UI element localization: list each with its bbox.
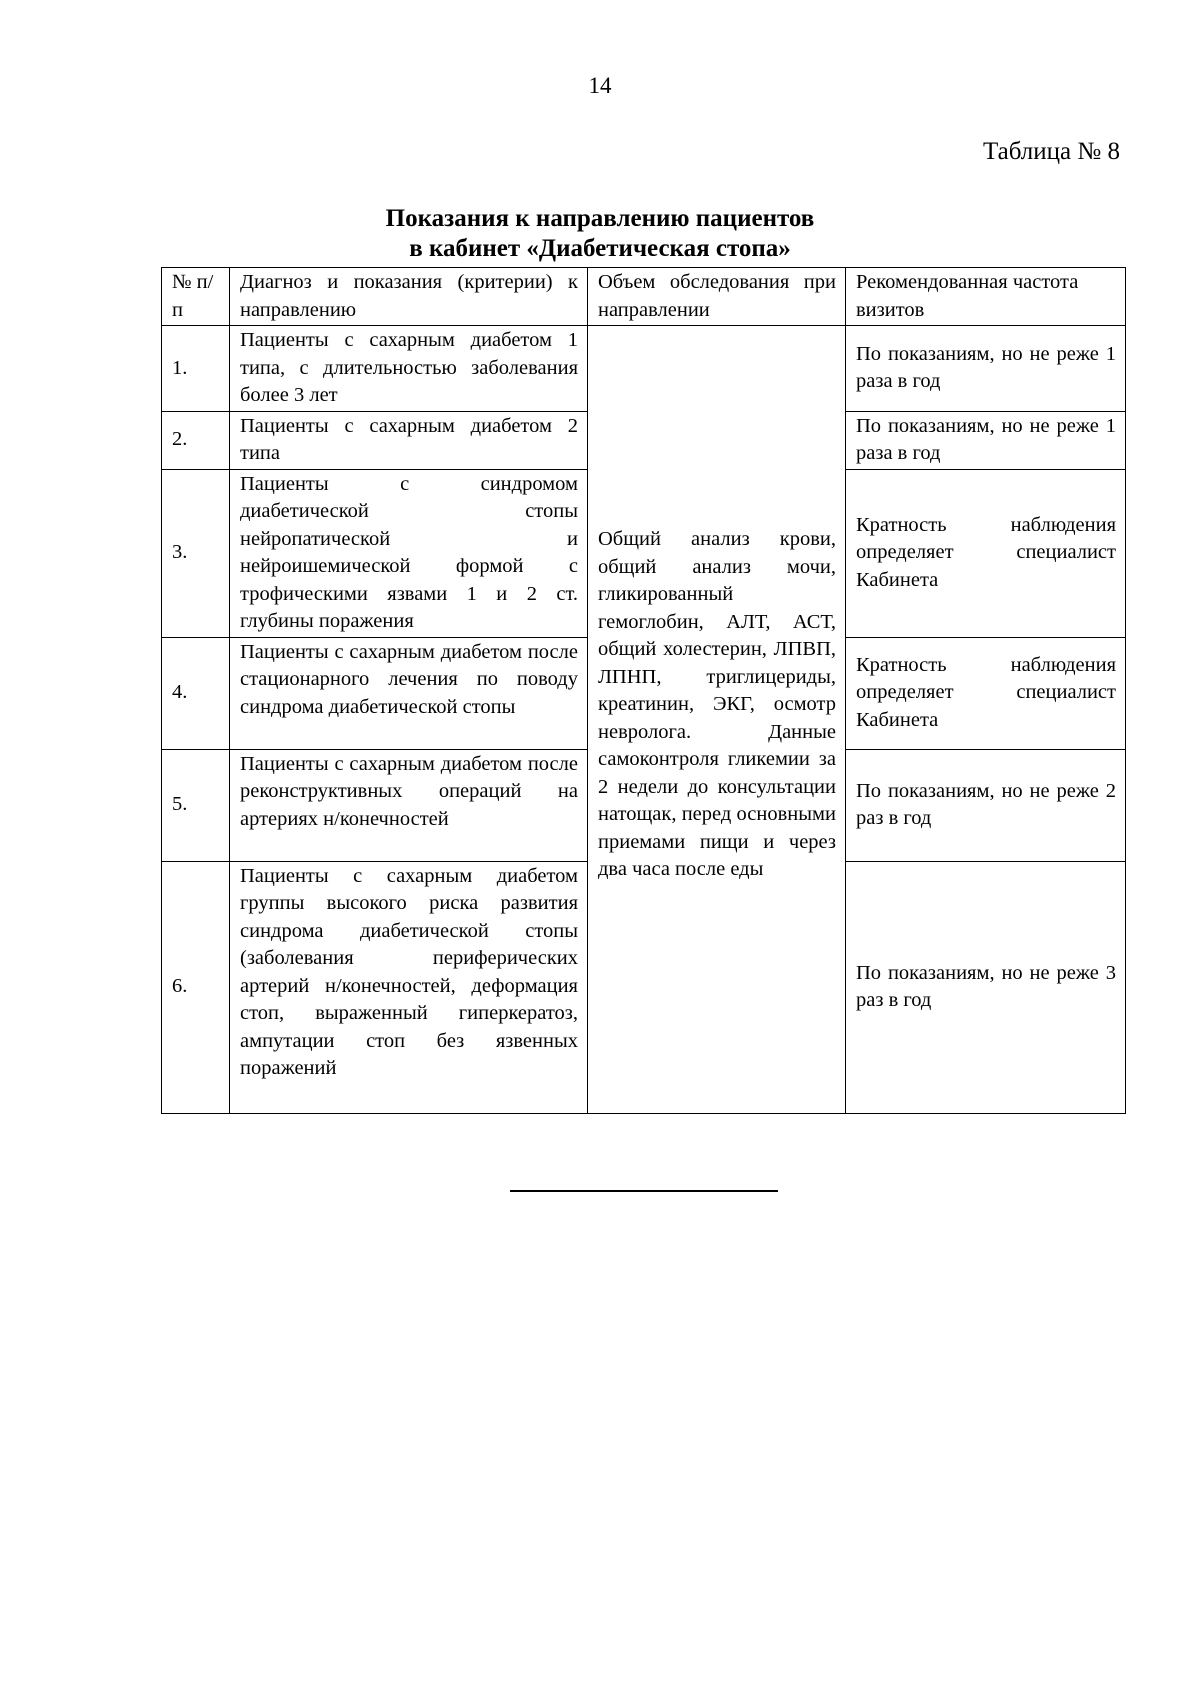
header-frequency: Рекомендованная частота визитов: [846, 268, 1126, 326]
document-title-line-2: в кабинет «Диабетическая стопа»: [409, 235, 791, 262]
row-frequency: По показаниям, но не реже 2 раз в год: [846, 749, 1126, 861]
row-diagnosis: Пациенты с сахарным диабетом 1 типа, с длительностью заболевания более 3 лет: [230, 326, 588, 412]
table-label: Таблица № 8: [982, 138, 1120, 165]
row-diagnosis: Пациенты с сахарным диабетом после реконструктивных операций на артериях н/конечностей: [230, 749, 588, 861]
table-header-row: [162, 268, 1126, 326]
header-exam-scope: Объем обследования при направлении: [588, 268, 846, 326]
row-diagnosis: Пациенты с сахарным диабетом 2 типа: [230, 411, 588, 469]
header-diagnosis: Диагноз и показания (критерии) к направлению: [230, 268, 588, 326]
exam-scope-cell: Общий анализ крови, общий анализ мочи, гликированный гемоглобин, АЛТ, АСТ, общий холестерин, ЛПВП, ЛПНП, триглицериды, креатинин, ЭКГ, осмотр невролога. Данные самоконтроля гликемии за 2 недели до консультации натощак, перед основными приемами пищи и через два часа после еды: [588, 326, 846, 1114]
row-diagnosis: Пациенты с синдромом диабетической стопы нейропатической и нейроишемической формой с трофическими язвами 1 и 2 ст. глубины поражения: [230, 469, 588, 637]
row-diagnosis: Пациенты с сахарным диабетом группы высокого риска развития синдрома диабетической стопы (заболевания периферических артерий н/конечностей, деформация стоп, выраженный гиперкератоз, ампутации стоп без язвенных поражений: [230, 861, 588, 1113]
row-number: 4.: [162, 637, 230, 749]
page-number: 14: [588, 73, 612, 98]
row-number: 2.: [162, 411, 230, 469]
row-number: 1.: [162, 326, 230, 412]
row-frequency: По показаниям, но не реже 1 раза в год: [846, 326, 1126, 412]
row-number: 3.: [162, 469, 230, 637]
referral-criteria-table: [161, 267, 1126, 1114]
table-row: [162, 326, 1126, 412]
row-number: 5.: [162, 749, 230, 861]
row-frequency: Кратность наблюдения определяет специалист Кабинета: [846, 637, 1126, 749]
header-number: № п/п: [162, 268, 230, 326]
row-frequency: По показаниям, но не реже 3 раз в год: [846, 861, 1126, 1113]
row-frequency: Кратность наблюдения определяет специалист Кабинета: [846, 469, 1126, 637]
row-frequency: По показаниям, но не реже 1 раза в год: [846, 411, 1126, 469]
document-title: [0, 204, 1200, 264]
row-number: 6.: [162, 861, 230, 1113]
document-title-line-1: Показания к направлению пациентов: [385, 205, 815, 232]
end-of-document-rule: [510, 1190, 778, 1192]
row-diagnosis: Пациенты с сахарным диабетом после стационарного лечения по поводу синдрома диабетической стопы: [230, 637, 588, 749]
